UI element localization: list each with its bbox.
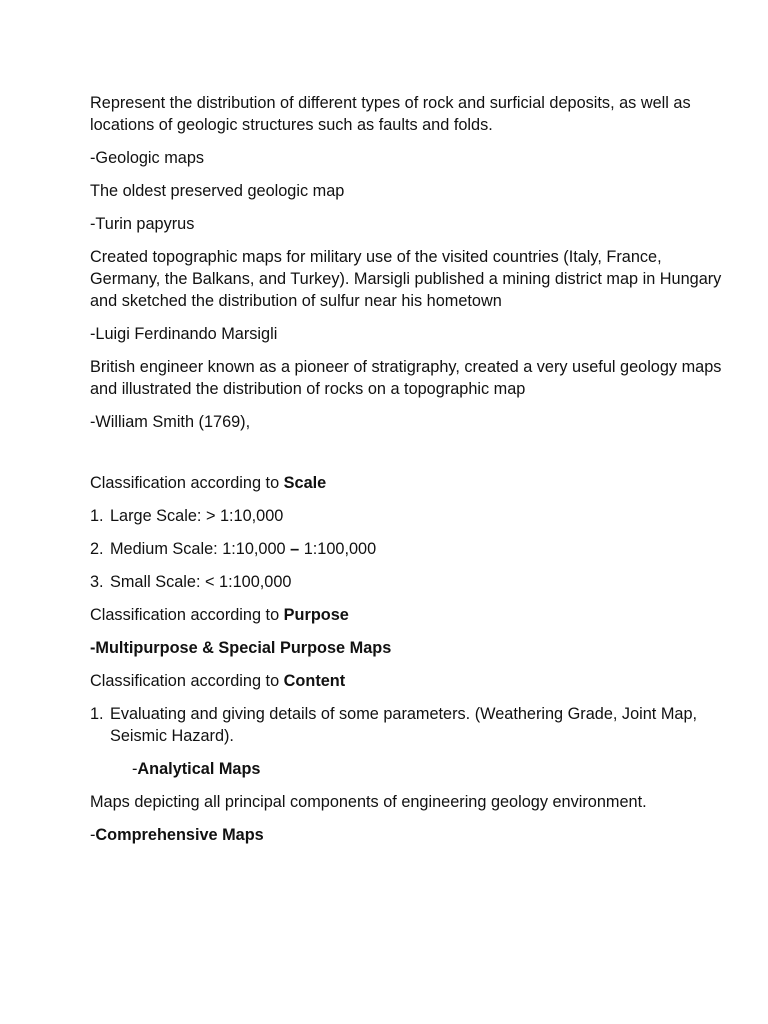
answer-analytical: [90, 758, 730, 780]
answer-analytical-dash: -: [132, 760, 138, 778]
list-item-medium-scale: [90, 538, 730, 560]
document-page: [90, 92, 730, 857]
heading-purpose-prefix: Classification according to: [90, 606, 284, 624]
list-item-large-scale: [90, 505, 730, 527]
heading-content-prefix: Classification according to: [90, 672, 284, 690]
list-number: 1.: [90, 705, 104, 723]
heading-scale: [90, 472, 730, 494]
heading-content-keyword: Content: [283, 672, 346, 690]
answer-comprehensive-dash: -: [90, 826, 96, 844]
definition-william-smith: British engineer known as a pioneer of stratigraphy, created a very useful geology maps and illustrated the distribution of rocks on a topographic map: [90, 358, 722, 398]
list-text: Medium Scale: 1:10,000: [110, 540, 291, 558]
answer-turin-papyrus: -Turin papyrus: [90, 215, 195, 233]
answer-comprehensive: [90, 824, 730, 846]
list-text: Evaluating and giving details of some parameters. (Weathering Grade, Joint Map, Seismic Hazard).: [110, 705, 698, 745]
heading-purpose-keyword: Purpose: [283, 606, 349, 624]
heading-scale-prefix: Classification according to: [90, 474, 284, 492]
list-item-analytical: [90, 703, 730, 747]
heading-scale-keyword: Scale: [283, 474, 327, 492]
answer-william-smith: -William Smith (1769),: [90, 413, 251, 431]
list-number: 2.: [90, 540, 104, 558]
list-number: 3.: [90, 573, 104, 591]
answer-purpose-text: -Multipurpose & Special Purpose Maps: [90, 639, 392, 657]
heading-purpose: [90, 604, 730, 626]
list-number: 1.: [90, 507, 104, 525]
answer-purpose: [90, 637, 730, 659]
list-text: Small Scale: < 1:100,000: [110, 573, 292, 591]
definition-oldest-map: The oldest preserved geologic map: [90, 182, 345, 200]
answer-geologic-maps: -Geologic maps: [90, 149, 205, 167]
definition-geologic-maps: Represent the distribution of different types of rock and surficial deposits, as well as locations of geologic structures such as faults and folds.: [90, 94, 691, 134]
list-text: Large Scale: > 1:10,000: [110, 507, 284, 525]
list-item-small-scale: [90, 571, 730, 593]
answer-analytical-text: Analytical Maps: [137, 760, 261, 778]
definition-comprehensive: Maps depicting all principal components of engineering geology environment.: [90, 793, 647, 811]
answer-comprehensive-text: Comprehensive Maps: [95, 826, 264, 844]
list-dash: –: [290, 540, 300, 558]
heading-content: [90, 670, 730, 692]
list-text-end: 1:100,000: [299, 540, 377, 558]
answer-marsigli: -Luigi Ferdinando Marsigli: [90, 325, 278, 343]
definition-marsigli: Created topographic maps for military use of the visited countries (Italy, France, Germany, the Balkans, and Turkey). Marsigli published a mining district map in Hungary and sketched the distribution of sulfur near his hometown: [90, 248, 722, 310]
